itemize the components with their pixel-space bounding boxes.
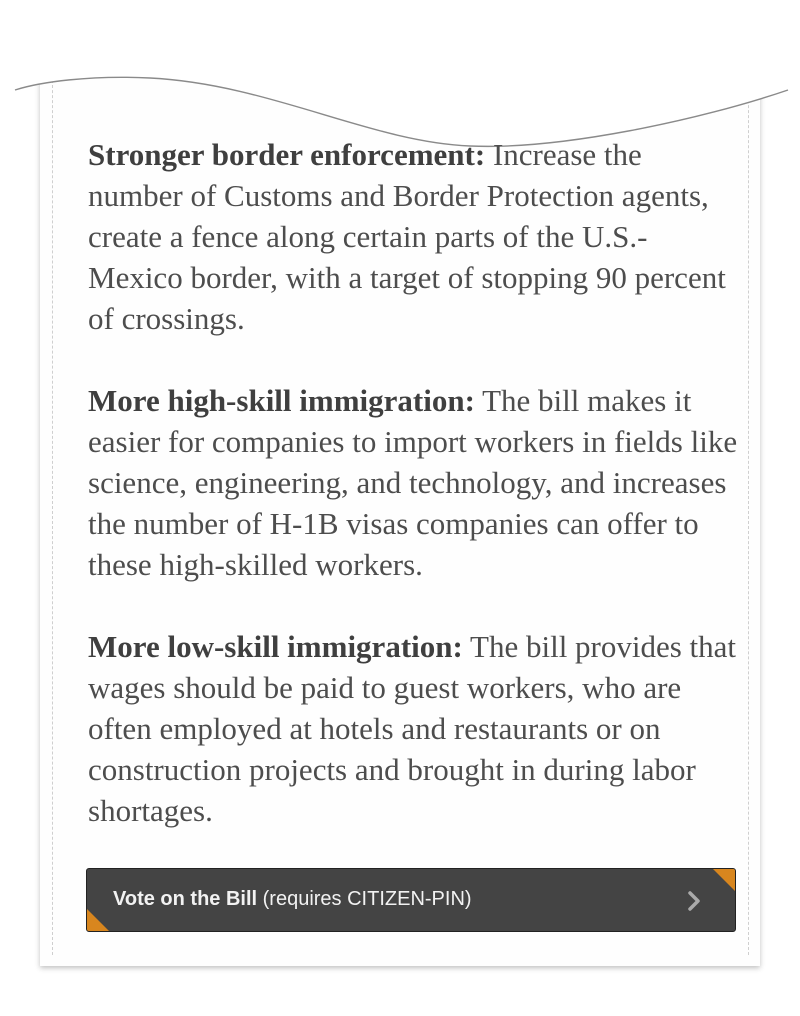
- section-title: More high-skill immigration:: [88, 383, 475, 418]
- section-border-enforcement: [88, 134, 738, 339]
- vote-on-bill-button[interactable]: [86, 868, 736, 932]
- section-title: Stronger border enforcement:: [88, 137, 486, 172]
- vote-button-label-bold: Vote on the Bill: [113, 888, 258, 910]
- article-body: [88, 134, 738, 872]
- vote-button-label: [113, 888, 472, 911]
- left-dashed-border: [52, 60, 53, 955]
- accent-corner-top-right: [713, 869, 735, 891]
- accent-corner-bottom-left: [87, 909, 109, 931]
- section-title: More low-skill immigration:: [88, 629, 463, 664]
- chevron-right-icon: [687, 891, 701, 911]
- right-dashed-border: [748, 60, 749, 955]
- section-low-skill: [88, 626, 738, 831]
- section-body: The bill makes it easier for companies to import workers in fields like science, engineering, and technology, and increases the number of H-1B visas companies can offer to these high-skilled workers.: [88, 383, 738, 582]
- section-body: Increase the number of Customs and Border Protection agents, create a fence along certain parts of the U.S.-Mexico border, with a target of stopping 90 percent of crossings.: [88, 137, 726, 336]
- section-body: The bill provides that wages should be paid to guest workers, who are often employed at hotels and restaurants or on construction projects and brought in during labor shortages.: [88, 629, 737, 828]
- section-high-skill: [88, 380, 738, 585]
- vote-button-label-note: (requires CITIZEN-PIN): [257, 888, 472, 910]
